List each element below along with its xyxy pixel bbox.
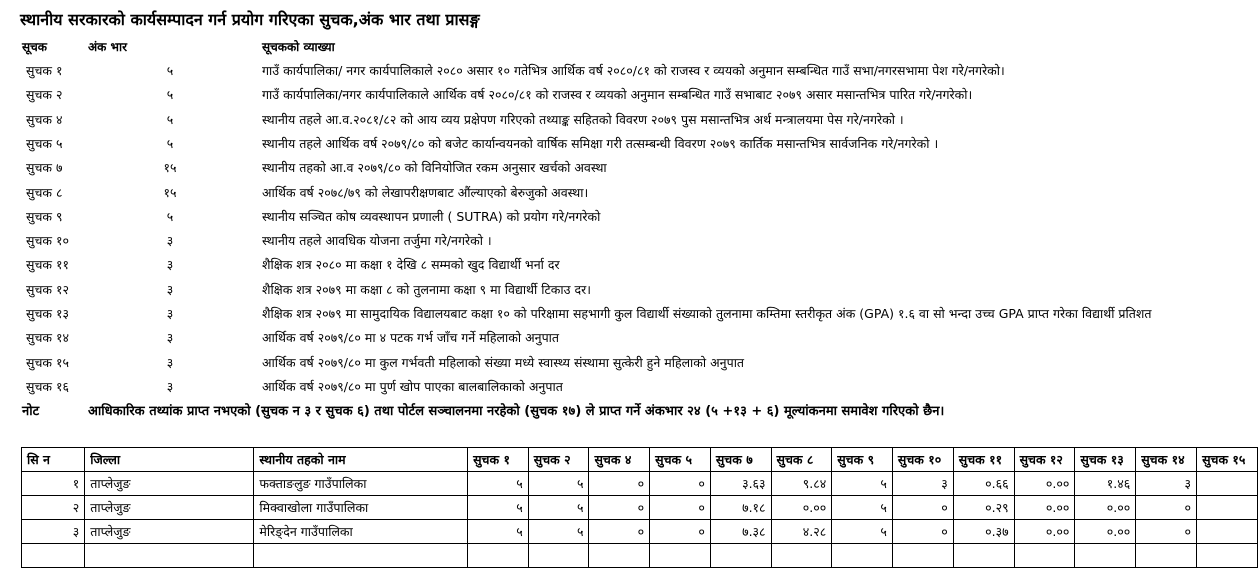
table-cell: ३.६३ — [710, 472, 771, 496]
table-cell: ५ — [832, 496, 893, 520]
indicator-row — [0, 277, 1258, 301]
table-cell — [892, 544, 953, 568]
table-cell: ०.०० — [771, 496, 832, 520]
indicator-marks: ३ — [166, 233, 174, 249]
indicator-code: सुचक ११ — [26, 257, 69, 273]
indicator-marks: ३ — [166, 330, 174, 346]
column-header: सुचक ८ — [771, 448, 832, 472]
column-header: सुचक २ — [528, 448, 589, 472]
table-cell: ५ — [832, 520, 893, 544]
indicator-row — [0, 374, 1258, 398]
table-cell — [468, 544, 529, 568]
indicator-description: स्थानीय सञ्चित कोष व्यवस्थापन प्रणाली ( SUTRA) को प्रयोग गरे/नगरेको — [262, 208, 601, 224]
indicator-marks: १५ — [163, 160, 177, 176]
table-cell: ५ — [528, 520, 589, 544]
table-cell: ० — [892, 496, 953, 520]
table-cell — [1197, 544, 1258, 568]
table-cell — [1197, 496, 1258, 520]
indicator-row — [0, 82, 1258, 106]
table-cell: ० — [589, 520, 650, 544]
indicator-marks: ५ — [166, 87, 174, 103]
table-cell: ० — [589, 472, 650, 496]
indicator-description: गाउँ कार्यपालिका/नगर कार्यपालिकाले आर्थिक वर्ष २०८०/८१ को राजस्व र व्ययको अनुमान सम्बन्धित गाउँ सभाबाट २०७९ असार मसान्तभित्र पारित गरे/नगरेको। — [262, 87, 973, 103]
indicator-marks: ३ — [166, 354, 174, 370]
page-title: स्थानीय सरकारको कार्यसम्पादन गर्न प्रयोग गरिएका सुचक,अंक भार तथा प्रासङ्ग — [20, 10, 480, 29]
table-cell: ० — [1136, 520, 1197, 544]
table-cell: ०.६६ — [953, 472, 1014, 496]
column-header: स्थानीय तहको नाम — [254, 448, 468, 472]
column-header: सुचक १२ — [1014, 448, 1075, 472]
table-cell — [254, 544, 468, 568]
column-header: सुचक १४ — [1136, 448, 1197, 472]
indicator-marks: ५ — [166, 63, 174, 78]
indicator-row — [0, 107, 1258, 131]
table-cell: ३ — [892, 472, 953, 496]
indicator-marks: ३ — [166, 306, 174, 321]
table-cell — [650, 544, 711, 568]
indicator-row — [0, 180, 1258, 204]
table-cell — [1197, 472, 1258, 496]
indicator-description: स्थानीय तहले आ.व.२०८१/८२ को आय व्यय प्रक्षेपण गरिएको तथ्याङ्क सहितको विवरण २०७९ पुस मसान्तभित्र अर्थ मन्त्रालयमा पेस गरे/नगरेको । — [262, 111, 904, 127]
table-cell: ७.१८ — [710, 496, 771, 520]
table-cell — [1136, 544, 1197, 568]
table-row — [22, 472, 1258, 496]
table-cell — [771, 544, 832, 568]
indicator-row — [0, 58, 1258, 82]
table-cell: ५ — [528, 472, 589, 496]
table-cell: ०.३७ — [953, 520, 1014, 544]
table-cell — [22, 544, 85, 568]
table-cell: ३ — [22, 520, 85, 544]
table-body — [22, 472, 1258, 568]
table-cell: मिक्वाखोला गाउँपालिका — [254, 496, 468, 520]
table-row — [22, 544, 1258, 568]
table-cell: ० — [650, 496, 711, 520]
indicator-marks: ३ — [166, 257, 174, 273]
indicator-description: स्थानीय तहले आवधिक योजना तर्जुमा गरे/नगरेको । — [262, 233, 492, 249]
column-header: जिल्ला — [85, 448, 254, 472]
table-cell: ० — [892, 520, 953, 544]
column-header: सुचक १५ — [1197, 448, 1258, 472]
indicator-row — [0, 325, 1258, 349]
indicator-marks: ३ — [166, 378, 174, 394]
table-cell: ० — [589, 496, 650, 520]
indicator-marks: ५ — [166, 135, 174, 151]
indicator-code: सुचक १२ — [26, 281, 69, 297]
indicator-description: शैक्षिक शत्र २०७९ मा सामुदायिक विद्यालयबाट कक्षा १० को परिक्षामा सहभागी कुल विद्यार्थी संख्याको तुलनामा कम्तिमा स्तरीकृत अंक (GPA) १.६ वा सो भन्दा उच्च GPA प्राप्त गरेका विद्यार्थी प्रतिशत — [262, 306, 1152, 321]
note-label: नोट — [22, 404, 40, 419]
table-cell: ०.०० — [1014, 472, 1075, 496]
column-header: सुचक ११ — [953, 448, 1014, 472]
indicator-code: सुचक ७ — [26, 160, 63, 176]
table-cell: ५ — [832, 472, 893, 496]
indicator-description: शैक्षिक शत्र २०७९ मा कक्षा ८ को तुलनामा कक्षा ९ मा विद्यार्थी टिकाउ दर। — [262, 281, 591, 297]
table-cell: फक्ताङलुङ गाउँपालिका — [254, 472, 468, 496]
header-code: सूचक — [22, 40, 47, 54]
indicator-description: स्थानीय तहले आर्थिक वर्ष २०७९/८० को बजेट कार्यान्वयनको वार्षिक समिक्षा गरी तत्सम्बन्धी विवरण २०७९ कार्तिक मसान्तभित्र सार्वजनिक गरे/नगरेको । — [262, 135, 939, 151]
indicator-code: सुचक १६ — [26, 378, 69, 394]
table-cell: ०.०० — [1075, 520, 1136, 544]
indicator-description: शैक्षिक शत्र २०८० मा कक्षा १ देखि ८ सम्मको खुद विद्यार्थी भर्ना दर — [262, 257, 560, 273]
table-cell: २ — [22, 496, 85, 520]
indicator-code: सुचक ८ — [26, 184, 63, 200]
column-header: सुचक ९ — [832, 448, 893, 472]
indicator-code: सुचक ९ — [26, 208, 63, 224]
table-cell: ० — [1136, 496, 1197, 520]
table-cell: ७.३८ — [710, 520, 771, 544]
table-cell — [528, 544, 589, 568]
indicator-row — [0, 228, 1258, 252]
indicator-code: सुचक १४ — [26, 330, 69, 346]
indicator-row — [0, 301, 1258, 325]
column-header: सुचक १० — [892, 448, 953, 472]
table-cell: ५ — [468, 496, 529, 520]
table-cell: ०.०० — [1014, 496, 1075, 520]
table-cell: ताप्लेजुङ — [85, 472, 254, 496]
column-header: सुचक ७ — [710, 448, 771, 472]
table-cell: मेरिङ्देन गाउँपालिका — [254, 520, 468, 544]
table-cell: ५ — [468, 472, 529, 496]
table-cell — [1014, 544, 1075, 568]
table-cell — [1075, 544, 1136, 568]
indicator-description: आर्थिक वर्ष २०७९/८० मा पुर्ण खोप पाएका बालबालिकाको अनुपात — [262, 378, 563, 394]
column-header: सुचक १ — [468, 448, 529, 472]
indicator-code: सुचक ५ — [26, 135, 63, 151]
indicator-description: गाउँ कार्यपालिका/ नगर कार्यपालिकाले २०८० असार १० गतेभित्र आर्थिक वर्ष २०८०/८१ को राजस्व र व्ययको अनुमान सम्बन्धित गाउँ सभा/नगरसभामा पेश गरे/नगरेको। — [262, 63, 1005, 78]
indicator-marks: ३ — [166, 281, 174, 297]
table-cell — [85, 544, 254, 568]
table-cell: ० — [650, 520, 711, 544]
table-cell: ०.२९ — [953, 496, 1014, 520]
column-header: सुचक ४ — [589, 448, 650, 472]
table-cell: ताप्लेजुङ — [85, 496, 254, 520]
column-header: सि न — [22, 448, 85, 472]
indicator-description: आर्थिक वर्ष २०७८/७९ को लेखापरीक्षणबाट औंल्याएको बेरुजुको अवस्था। — [262, 184, 589, 200]
indicator-description: आर्थिक वर्ष २०७९/८० मा ४ पटक गर्भ जाँच गर्ने महिलाको अनुपात — [262, 330, 560, 346]
indicator-marks: १५ — [163, 184, 177, 200]
table-cell: ५ — [528, 496, 589, 520]
table-cell — [832, 544, 893, 568]
table-cell — [710, 544, 771, 568]
table-cell: १ — [22, 472, 85, 496]
indicator-row — [0, 252, 1258, 276]
table-cell: १.४६ — [1075, 472, 1136, 496]
header-marks: अंक भार — [88, 40, 128, 54]
indicator-code: सुचक ४ — [26, 111, 63, 127]
table-row — [22, 520, 1258, 544]
results-table — [21, 447, 1258, 568]
note-text: आधिकारिक तथ्यांक प्राप्त नभएको (सुचक न ३ र सुचक ६) तथा पोर्टल सञ्चालनमा नरहेको (सुचक १७) ले प्राप्त गर्ने अंकभार २४ (५ +१३ + ६) मूल्यांकनमा समावेश गरिएको छैन। — [88, 404, 945, 419]
table-cell: ४.२८ — [771, 520, 832, 544]
indicator-description: आर्थिक वर्ष २०७९/८० मा कुल गर्भवती महिलाको संख्या मध्ये स्वास्थ्य संस्थामा सुत्केरी हुने महिलाको अनुपात — [262, 354, 745, 370]
table-cell: ९.८४ — [771, 472, 832, 496]
indicator-code: सुचक १५ — [26, 354, 69, 370]
table-cell: ०.०० — [1014, 520, 1075, 544]
header-description: सूचकको व्याख्या — [262, 40, 335, 54]
indicator-code: सुचक २ — [26, 87, 63, 103]
table-header-row — [22, 448, 1258, 472]
indicator-description: स्थानीय तहको आ.व २०७९/८० को विनियोजित रकम अनुसार खर्चको अवस्था — [262, 160, 607, 176]
table-row — [22, 496, 1258, 520]
indicator-code: सुचक १३ — [26, 306, 69, 321]
table-cell: ० — [650, 472, 711, 496]
table-cell: ०.०० — [1075, 496, 1136, 520]
indicator-row — [0, 131, 1258, 155]
table-cell: ताप्लेजुङ — [85, 520, 254, 544]
indicator-marks: ५ — [166, 111, 174, 127]
indicator-marks: ५ — [166, 208, 174, 224]
column-header: सुचक १३ — [1075, 448, 1136, 472]
indicator-row — [0, 155, 1258, 179]
column-header: सुचक ५ — [650, 448, 711, 472]
table-cell — [1197, 520, 1258, 544]
indicator-row — [0, 350, 1258, 374]
table-cell — [953, 544, 1014, 568]
table-cell: ३ — [1136, 472, 1197, 496]
indicator-row — [0, 204, 1258, 228]
table-cell: ५ — [468, 520, 529, 544]
table-cell — [589, 544, 650, 568]
indicator-code: सुचक १० — [26, 233, 69, 249]
indicator-code: सुचक १ — [26, 63, 63, 78]
